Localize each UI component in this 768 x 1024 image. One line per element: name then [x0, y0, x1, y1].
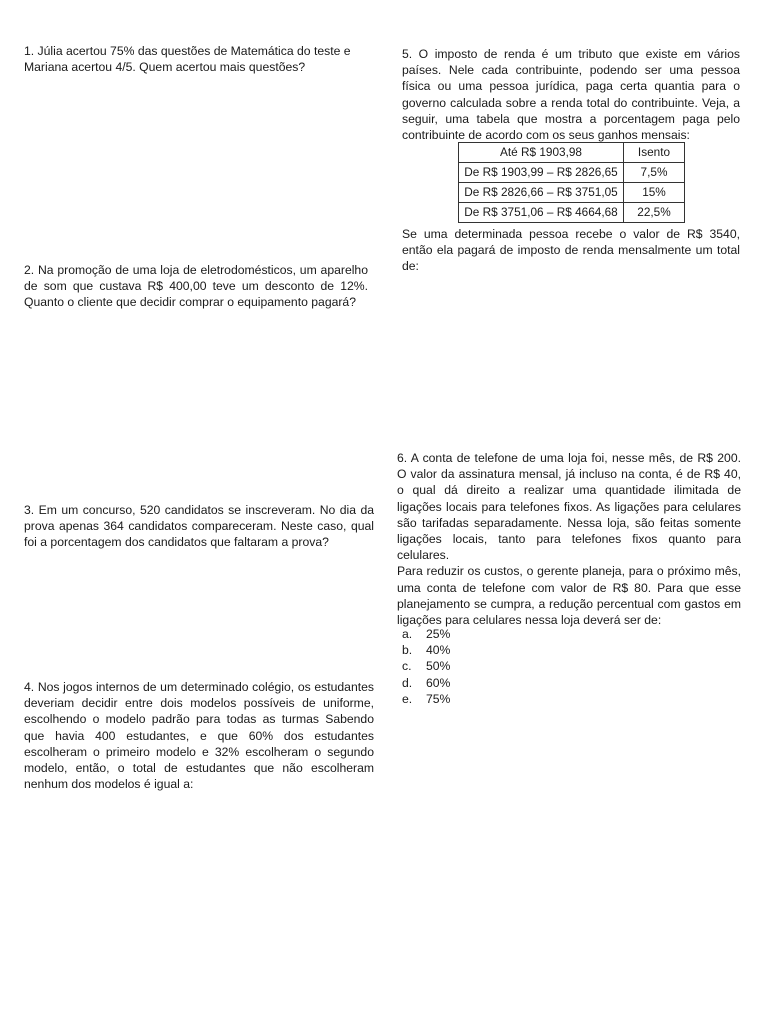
option-b: [402, 642, 450, 658]
option-letter: b.: [402, 643, 413, 658]
question-5-prompt: Se uma determinada pessoa recebe o valor de R$ 3540, então ela pagará de imposto de renda mensalmente um total de:: [402, 227, 740, 274]
option-text: 40%: [426, 643, 451, 658]
tax-rate: Isento: [624, 143, 685, 163]
option-c: [402, 658, 450, 674]
tax-rate: 7,5%: [624, 163, 685, 183]
option-text: 25%: [426, 627, 451, 641]
income-tax-table: [458, 142, 685, 223]
question-6-prompt: Para reduzir os custos, o gerente planeja, para o próximo mês, uma conta de telefone com valor de R$ 80. Para que esse planejamento se cumpra, a redução percentual com gastos em ligações para celulares nessa loja deverá ser de:: [397, 564, 741, 628]
tax-rate: 22,5%: [624, 203, 685, 223]
table-row: [459, 163, 685, 183]
option-a: [402, 626, 450, 642]
option-d: [402, 675, 450, 691]
option-text: 60%: [426, 675, 451, 690]
table-row: [459, 143, 685, 163]
option-letter: d.: [402, 675, 413, 690]
option-letter: e.: [402, 691, 413, 706]
income-range: De R$ 3751,06 – R$ 4664,68: [459, 203, 624, 223]
income-range: Até R$ 1903,98: [459, 143, 624, 163]
table-row: [459, 203, 685, 223]
income-range: De R$ 2826,66 – R$ 3751,05: [459, 183, 624, 203]
option-e: [402, 691, 450, 707]
question-2: 2. Na promoção de uma loja de eletrodomésticos, um aparelho de som que custava R$ 400,00 teve um desconto de 12%. Quanto o cliente que decidir comprar o equipamento pagará?: [24, 263, 368, 310]
option-text: 75%: [426, 691, 451, 706]
option-letter: a.: [402, 627, 413, 641]
question-1: 1. Júlia acertou 75% das questões de Matemática do teste e Mariana acertou 4/5. Quem acertou mais questões?: [24, 44, 351, 75]
question-6-options: [402, 626, 450, 707]
income-range: De R$ 1903,99 – R$ 2826,65: [459, 163, 624, 183]
option-text: 50%: [426, 659, 451, 674]
question-6-context: 6. A conta de telefone de uma loja foi, nesse mês, de R$ 200. O valor da assinatura mensal, já incluso na conta, é de R$ 40, o qual dá direito a realizar uma quantidade ilimitada de ligações locais para telefones fixos. As ligações para celulares são tarifadas separadamente. Nessa loja, são feitas somente ligações locais, tanto para telefones fixos quanto para celulares.: [397, 451, 741, 563]
question-3: 3. Em um concurso, 520 candidatos se inscreveram. No dia da prova apenas 364 candidatos compareceram. Neste caso, qual foi a porcentagem dos candidatos que faltaram a prova?: [24, 503, 374, 550]
question-6: [397, 450, 741, 628]
table-row: [459, 183, 685, 203]
question-5-intro: 5. O imposto de renda é um tributo que existe em vários países. Nele cada contribuinte, podendo ser uma pessoa física ou uma pessoa jurídica, paga certa quantia para o governo calculada sobre a renda total do contribuinte. Veja, a seguir, uma tabela que mostra a porcentagem paga pelo contribuinte de acordo com os seus ganhos mensais:: [402, 47, 740, 143]
question-4: 4. Nos jogos internos de um determinado colégio, os estudantes deveriam decidir entre dois modelos possíveis de uniforme, escolhendo o modelo padrão para todas as turmas Sabendo que havia 400 estudantes, e que 60% dos estudantes escolheram o primeiro modelo e 32% escolheram o segundo modelo, então, o total de estudantes que não escolheram nenhum dos modelos é igual a:: [24, 680, 374, 792]
option-letter: c.: [402, 659, 412, 674]
tax-rate: 15%: [624, 183, 685, 203]
